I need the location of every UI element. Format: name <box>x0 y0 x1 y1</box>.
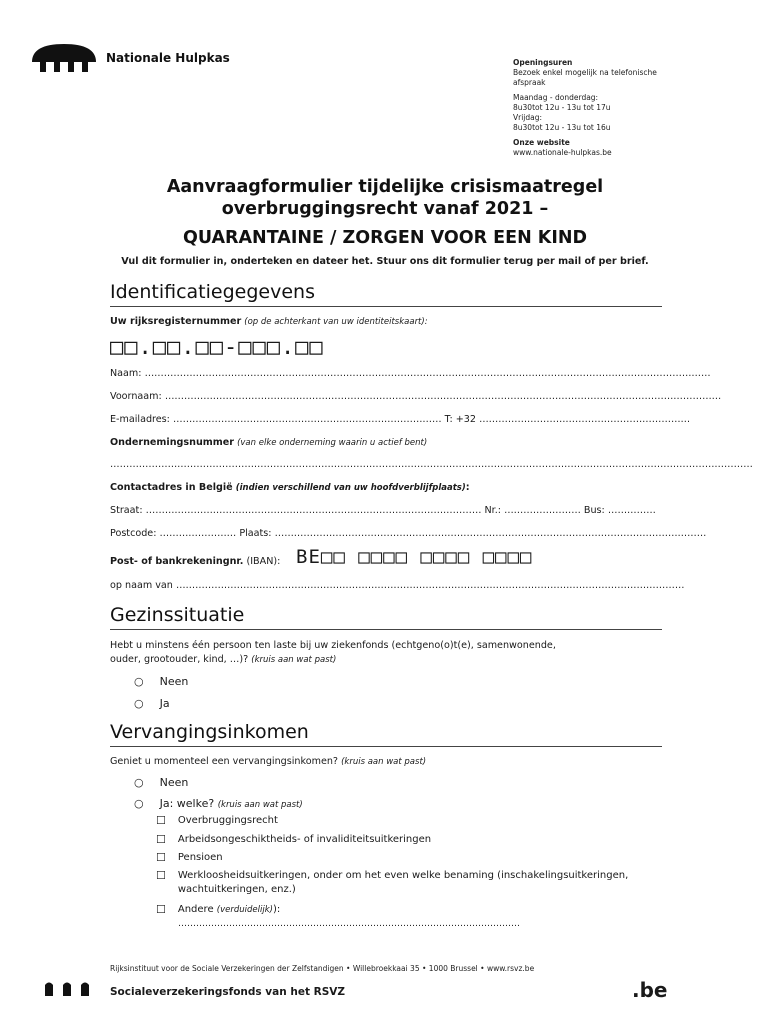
nationale-hulpkas-logo <box>30 42 230 74</box>
family-question-hint: (kruis aan wat past) <box>251 655 337 665</box>
title-line-1: Aanvraagformulier tijdelijke crisismaatregel <box>166 177 604 197</box>
company-hint: (van elke onderneming waarin u actief bent) <box>237 438 428 448</box>
company-dots[interactable]: ………………………………………………………………………………………………………………………………………………………………………………… <box>110 459 753 470</box>
holder-label: op naam van <box>110 580 173 591</box>
income-option-yes-hint: (kruis aan wat past) <box>217 800 303 810</box>
other-colon: ): <box>272 904 281 915</box>
check-label-line-2: wachtuitkeringen, enz.) <box>177 884 296 895</box>
mon-thu-hours: 8u30tot 12u - 13u tot 17u <box>513 103 611 112</box>
family-option-yes-label: Ja <box>159 697 170 710</box>
phone-dots: ………………………………………………………… <box>479 414 691 425</box>
email-phone-field[interactable] <box>110 414 691 425</box>
check-label: Overbruggingsrecht <box>177 815 278 826</box>
bus-label: Bus: <box>583 505 605 516</box>
income-question-hint: (kruis aan wat past) <box>341 757 427 767</box>
income-option-yes-label: Ja: welke? <box>159 797 215 810</box>
mon-thu-label: Maandag - donderdag: <box>513 93 599 102</box>
family-option-no-label: Neen <box>159 675 189 688</box>
form-title <box>60 176 710 220</box>
iban-field[interactable] <box>296 546 532 568</box>
family-option-no[interactable] <box>134 675 188 688</box>
rr-hint: (op de achterkant van uw identiteitskaart): <box>244 317 428 327</box>
street-field[interactable] <box>110 505 662 516</box>
fri-label: Vrijdag: <box>513 113 543 122</box>
phone-label: T: +32 <box>444 414 477 425</box>
income-rule <box>110 746 662 747</box>
family-rule <box>110 629 662 630</box>
company-label: Ondernemingsnummer <box>110 437 235 448</box>
postcode-dots: …………………… <box>159 528 240 539</box>
check-label: Pensioen <box>177 852 223 863</box>
footer-fund: Socialeverzekeringsfonds van het RSVZ <box>110 986 346 998</box>
be-logo: .be <box>632 978 668 1002</box>
family-heading: Gezinssituatie <box>110 604 245 626</box>
income-option-no[interactable] <box>134 776 188 789</box>
email-dots: ………………………………………………………………………… <box>172 414 445 425</box>
footer-address: Rijksinstituut voor de Sociale Verzekeringen der Zelfstandigen • Willebroekkaai 35 • 1000 Brussel • www.rsvz.be <box>110 964 535 973</box>
name-label: Naam: <box>110 368 142 379</box>
rsvz-logo <box>44 980 90 1000</box>
firstname-label: Voornaam: <box>110 391 162 402</box>
website-url[interactable]: www.nationale-hulpkas.be <box>513 148 612 157</box>
contact-colon: : <box>465 482 470 493</box>
arch-logo-icon <box>30 42 98 74</box>
checkbox-icon[interactable]: ☐ <box>156 903 166 916</box>
bus-dots: …………… <box>607 505 656 516</box>
firstname-field[interactable] <box>110 391 722 402</box>
rr-label: Uw rijksregisternummer <box>110 316 242 327</box>
iban-boxes[interactable]: □□ □□□□ □□□□ □□□□ <box>320 546 533 568</box>
opening-title: Openingsuren <box>513 58 573 67</box>
checkbox-icon[interactable]: ☐ <box>156 814 166 827</box>
company-label-line <box>110 437 427 448</box>
check-label: Arbeidsongeschiktheids- of invaliditeitsuitkeringen <box>177 834 432 845</box>
checkbox-icon[interactable]: ☐ <box>156 869 166 882</box>
check-bridging-right[interactable] <box>156 814 278 828</box>
radio-circle-icon[interactable]: ○ <box>134 675 144 688</box>
postcode-label: Postcode: <box>110 528 157 539</box>
name-field[interactable] <box>110 368 711 379</box>
check-other[interactable] <box>156 903 280 917</box>
iban-label: Post- of bankrekeningnr. <box>110 556 244 567</box>
family-option-yes[interactable] <box>134 697 170 710</box>
family-question <box>110 639 556 667</box>
check-label: Werkloosheidsuitkeringen, onder om het even welke benaming (inschakelingsuitkeringen, <box>177 870 629 881</box>
name-dots: …………………………………………………………………………………………………………………………………………………………… <box>144 368 711 379</box>
title-line-2: overbruggingsrecht vanaf 2021 – <box>221 199 549 219</box>
identification-heading: Identificatiegegevens <box>110 281 315 303</box>
email-label: E-mailadres: <box>110 414 170 425</box>
holder-field[interactable] <box>110 580 685 591</box>
fri-hours: 8u30tot 12u - 13u tot 16u <box>513 123 611 132</box>
holder-dots: …………………………………………………………………………………………………………………………………………… <box>175 580 685 591</box>
nr-label: Nr.: <box>484 505 501 516</box>
rr-number-boxes[interactable]: □□.□□.□□-□□□.□□ <box>110 335 324 360</box>
city-label: Plaats: <box>239 528 272 539</box>
radio-circle-icon[interactable]: ○ <box>134 776 144 789</box>
other-hint: (verduidelijk) <box>216 905 273 915</box>
firstname-dots: ………………………………………………………………………………………………………………………………………………………… <box>164 391 722 402</box>
nr-dots: …………………… <box>504 505 584 516</box>
check-label: Andere <box>177 904 214 915</box>
postcode-field[interactable] <box>110 528 707 539</box>
check-unemployment[interactable] <box>156 869 628 897</box>
title-line-3: QUARANTAINE / ZORGEN VOOR EEN KIND <box>182 228 588 248</box>
iban-label-line <box>110 556 280 567</box>
iban-prefix: BE <box>296 546 321 568</box>
family-question-line-1: Hebt u minstens één persoon ten laste bij uw ziekenfonds (echtgeno(o)t(e), samenwonende, <box>110 640 556 651</box>
check-disability[interactable] <box>156 833 431 847</box>
website-title: Onze website <box>513 138 570 147</box>
iban-suffix: (IBAN): <box>246 556 281 567</box>
city-dots: ……………………………………………………………………………………………………………………… <box>274 528 707 539</box>
rsvz-pillars-icon <box>44 980 90 996</box>
contact-label: Contactadres in België <box>110 482 233 493</box>
brand-name: Nationale Hulpkas <box>106 51 230 65</box>
identification-rule <box>110 306 662 307</box>
rr-label-line <box>110 316 428 327</box>
checkbox-icon[interactable]: ☐ <box>156 851 166 864</box>
income-heading: Vervangingsinkomen <box>110 721 309 743</box>
income-option-no-label: Neen <box>159 776 189 789</box>
checkbox-icon[interactable]: ☐ <box>156 833 166 846</box>
income-question-line <box>110 756 426 767</box>
family-question-line-2: ouder, grootouder, kind, …)? <box>110 654 249 665</box>
opening-note: Bezoek enkel mogelijk na telefonische afspraak <box>513 68 657 87</box>
street-dots: …………………………………………………………………………………………… <box>145 505 485 516</box>
instruction-text: Vul dit formulier in, onderteken en dateer het. Stuur ons dit formulier terug per mail of per brief. <box>121 256 649 267</box>
income-question: Geniet u momenteel een vervangingsinkomen? <box>110 756 339 767</box>
street-label: Straat: <box>110 505 143 516</box>
income-option-yes[interactable] <box>134 797 303 810</box>
contact-hint: (indien verschillend van uw hoofdverblijfplaats) <box>235 483 466 493</box>
check-pension[interactable] <box>156 851 223 865</box>
radio-circle-icon[interactable]: ○ <box>134 697 144 710</box>
other-dots[interactable]: …………………………………………………………………………………………………… <box>178 919 520 929</box>
radio-circle-icon[interactable]: ○ <box>134 797 144 810</box>
contact-label-line <box>110 482 470 493</box>
opening-hours-block <box>513 58 743 158</box>
